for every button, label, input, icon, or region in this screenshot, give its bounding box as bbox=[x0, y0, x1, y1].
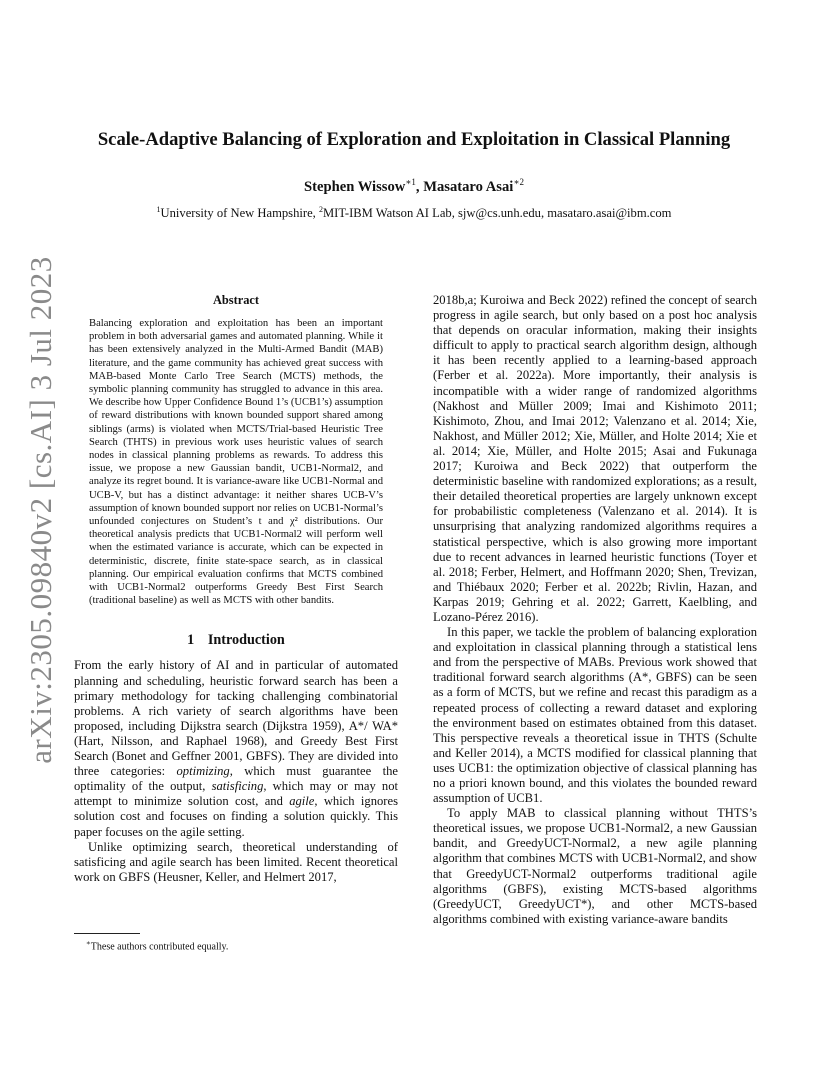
footnote-mark: ∗ bbox=[86, 939, 91, 947]
author-line bbox=[0, 177, 828, 196]
right-column-body bbox=[433, 293, 757, 927]
intro-p1-part-b: , which must guarantee the optimality of the output, bbox=[74, 764, 398, 794]
footnote-text: These authors contributed equally. bbox=[90, 941, 229, 953]
affiliation-2-mark: 2 bbox=[318, 205, 323, 214]
intro-p1-part-c: , which may or may not attempt to minimize solution cost, and bbox=[74, 779, 398, 809]
section-heading-introduction bbox=[74, 632, 398, 649]
author-1: Stephen Wissow bbox=[304, 178, 406, 195]
author-separator: , bbox=[415, 178, 424, 195]
author-2: Masataro Asai bbox=[423, 178, 514, 195]
abstract-text: Balancing exploration and exploitation has been an important problem in both adversarial games and automated planning. While it has been extensively analyzed in the Multi-Armed Bandit (MAB) literature, and the game community has achieved great success with MAB-based Monte Carlo Tree Search (MCTS) methods, the symbolic planning community has struggled to advance in this area. We describe how Upper Confidence Bound 1’s (UCB1’s) assumption of reward distributions with known bounded support shared among siblings (arms) is violated when MCTS/Trial-based Heuristic Tree Search (THTS) in previous work uses heuristic values of search nodes in classical planning problems as rewards. To address this issue, we propose a new Gaussian bandit, UCB1-Normal2, and analyze its regret bound. It is variance-aware like UCB1-Normal and UCB-V, but has a distinct advantage: it neither shares UCB-V’s assumption of known bounded support nor relies on UCB1-Normal’s unfounded conjectures on Student’s t and χ² distributions. Our theoretical analysis predicts that UCB1-Normal2 will perform well when the estimated variance is accurate, which can be expected in deterministic, discrete, finite state-space search, as in classical planning. Our empirical evaluation confirms that MCTS combined with UCB1-Normal2 outperforms Greedy Best First Search (traditional baseline) as well as MCTS with other bandits. bbox=[89, 318, 383, 607]
right-paragraph-2: In this paper, we tackle the problem of balancing exploration and exploitation in classical planning through a statistical lens and from the perspective of MABs. Previous work showed that traditional forward search algorithms (A*, GBFS) can be seen as a form of MCTS, but we refine and recast this paradigm as a repeated process of collecting a reward dataset and exploring the environment based on estimates obtained from this dataset. This perspective reveals a theoretical issue in THTS (Schulte and Keller 2014), a MCTS modified for classical planning that uses UCB1: the optimization objective of classical planning has no a priori known bound, and this violates the bounded reward assumption of UCB1. bbox=[433, 625, 757, 806]
affiliation-2: MIT-IBM Watson AI Lab, sjw@cs.unh.edu, masataro.asai@ibm.com bbox=[322, 206, 672, 221]
paper-title: Scale-Adaptive Balancing of Exploration and Exploitation in Classical Planning bbox=[97, 129, 731, 150]
author-1-mark: ∗1 bbox=[405, 177, 416, 187]
right-column bbox=[433, 293, 757, 927]
term-agile: agile bbox=[289, 794, 315, 809]
intro-p1-part-a: From the early history of AI and in particular of automated planning and scheduling, heuristic forward search has been a primary methodology for tacking challenging combinatorial problems. A rich variety of search algorithms have been proposed, including Dijkstra search (Dijkstra 1959), A*/ WA* (Hart, Nilsson, and Raphael 1968), and Greedy Best First Search (Bonet and Geffner 2001, GBFS). They are divided into three categories: bbox=[74, 658, 398, 779]
author-2-mark: ∗2 bbox=[513, 177, 524, 187]
abstract-heading: Abstract bbox=[212, 293, 260, 307]
footnote bbox=[86, 939, 228, 952]
footnote-rule bbox=[74, 933, 140, 934]
term-satisficing: satisficing bbox=[211, 779, 264, 794]
introduction-body bbox=[74, 658, 398, 884]
affiliation-1: University of New Hampshire, bbox=[160, 206, 319, 221]
left-column bbox=[74, 293, 398, 885]
right-paragraph-3: To apply MAB to classical planning without THTS’s theoretical issues, we propose UCB1-Normal2, a new Gaussian bandit, and GreedyUCT-Normal2, a new agile planning algorithm that combines MCTS with UCB1-Normal2, and show that GreedyUCT-Normal2 outperforms traditional agile algorithms (GBFS), existing MCTS-based algorithms (GreedyUCT, GreedyUCT*), and other MCTS-based algorithms combined with existing variance-aware bandits bbox=[433, 806, 757, 926]
intro-paragraph-1 bbox=[74, 658, 398, 839]
arxiv-identifier bbox=[6, 256, 76, 764]
section-title: Introduction bbox=[207, 632, 285, 649]
arxiv-identifier-text: arXiv:2305.09840v2 [cs.AI] 3 Jul 2023 bbox=[23, 256, 58, 764]
term-optimizing: optimizing bbox=[176, 764, 230, 779]
affiliation-line bbox=[0, 205, 828, 221]
section-number: 1 bbox=[187, 632, 195, 649]
intro-p1-part-d: , which ignores solution cost and focuses on finding a solution quickly. This paper focuses on the agile setting. bbox=[74, 794, 398, 839]
right-paragraph-1: 2018b,a; Kuroiwa and Beck 2022) refined the concept of search progress in agile search, but only based on a post hoc analysis that depends on oracular information, making their insights difficult to apply to practical search algorithm design, although it has been recently applied to a learning-based approach (Ferber et al. 2022a). More importantly, their analysis is incompatible with a wider range of randomized algorithms (Nakhost and Müller 2009; Imai and Kishimoto 2011; Kishimoto, Zhou, and Imai 2012; Valenzano et al. 2014; Xie, Nakhost, and Müller 2012; Xie, Müller, and Holte 2014; Xie et al. 2014; Xie, Müller, and Holte 2015; Asai and Fukunaga 2017; Kuroiwa and Beck 2022) that outperform the deterministic baseline with randomized explorations; as a result, their detailed theoretical properties are largely unknown except for probabilistic completeness (Valenzano et al. 2014). It is unsurprising that analyzing randomized algorithms requires a statistical perspective, which is also growing more important due to recent advances in learned heuristic functions (Toyer et al. 2018; Ferber, Helmert, and Hoffmann 2020; Shen, Trevizan, and Thiébaux 2020; Ferber et al. 2022b; Rivlin, Hazan, and Karpas 2019; Gehring et al. 2022; Garrett, Kaelbling, and Lozano-Pérez 2016). bbox=[433, 293, 757, 624]
affiliation-1-mark: 1 bbox=[156, 205, 161, 214]
intro-paragraph-2: Unlike optimizing search, theoretical understanding of satisficing and agile search has been limited. Recent theoretical work on GBFS (Heusner, Keller, and Helmert 2017, bbox=[74, 839, 398, 884]
